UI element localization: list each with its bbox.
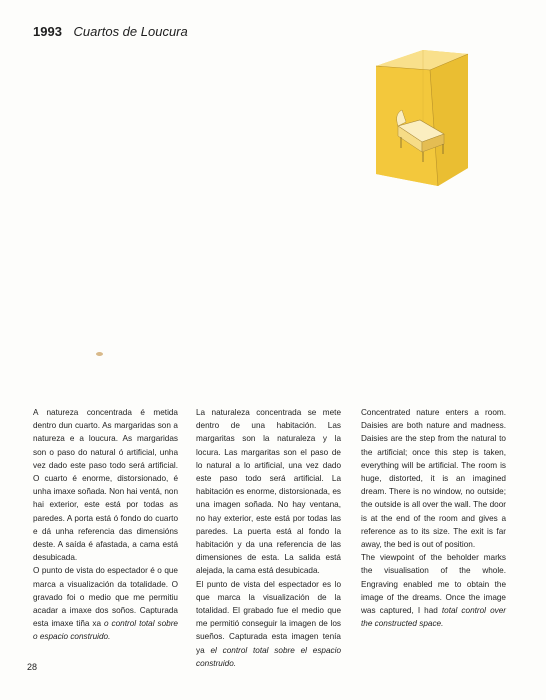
galician-paragraph-2	[33, 564, 178, 643]
english-paragraph-2-italic: total control over the constructed space.	[361, 606, 506, 629]
paper-smudge	[96, 352, 103, 356]
spanish-paragraph-2-text: El punto de vista del espectador es lo que marca la visualización de la totalidad. El grabado fue el medio que me permitió conseguir la imagen de los sueños. Capturada esta imagen tenía ya	[196, 579, 341, 655]
spanish-paragraph-2-italic: el control total sobre el espacio construido.	[196, 645, 341, 668]
header-year: 1993	[33, 24, 62, 39]
spanish-paragraph-1: La naturaleza concentrada se mete dentro de una habitación. Las margaritas son la naturaleza y la locura. Las margaritas son el paso de lo natural a lo artificial, una vez dado este paso todo será artificial. La habitación es enorme, distorsionada, es una imagen soñada. No hay ventana, no hay exterior, este está por todas las paredes. La puerta está al fondo la habitación y da una referencia de las dimensiones de esta. La salida está alejada, la cama está desubicada.	[196, 408, 341, 576]
text-column-galician	[33, 406, 178, 644]
galician-paragraph-1: A natureza concentrada é metida dentro dun cuarto. As margaridas son a natureza e a loucura. As margaridas son o paso do natural ó artificial, unha vez dado este paso todo será artificial. O cuarto é enorme, distorsionado, é unha imaxe soñada. Non hai ventá, non hai exterior, este está por todas as paredes. A porta está ó fondo do cuarto e dá unha referencia das dimensións deste. A saída é afastada, a cama está desubicada.	[33, 408, 178, 563]
english-paragraph-1: Concentrated nature enters a room. Daisies are both nature and madness. Daisies are the step from the natural to the artificial; once this step is taken, everything will be artificial. The room is huge, distorted, it is an imagined dream. There is no window, no outside; the outside is all over the wall. The door is at the end of the room and gives a reference as to its size. The exit is far away, the bed is out of position.	[361, 408, 506, 550]
page-number: 28	[27, 662, 38, 672]
text-column-spanish	[196, 406, 341, 670]
yellow-cube-room-icon	[368, 48, 478, 188]
header-title: Cuartos de Loucura	[73, 24, 188, 39]
english-paragraph-2-text: The viewpoint of the beholder marks the visualisation of the whole. Engraving enabled me to obtain the image of the dreams. Once the image was captured, I had	[361, 553, 506, 616]
page-header	[33, 24, 188, 39]
english-paragraph-2	[361, 551, 506, 630]
galician-paragraph-2-text: O punto de vista do espectador é o que marca a visualización da totalidade. O gravado foi o medio que me permitiu acadar a imaxe dos soños. Capturada esta imaxe tiña xa	[33, 566, 178, 629]
text-column-english	[361, 406, 506, 630]
spanish-paragraph-2	[196, 578, 341, 670]
galician-paragraph-2-italic: o control total sobre o espacio construido.	[33, 619, 178, 642]
